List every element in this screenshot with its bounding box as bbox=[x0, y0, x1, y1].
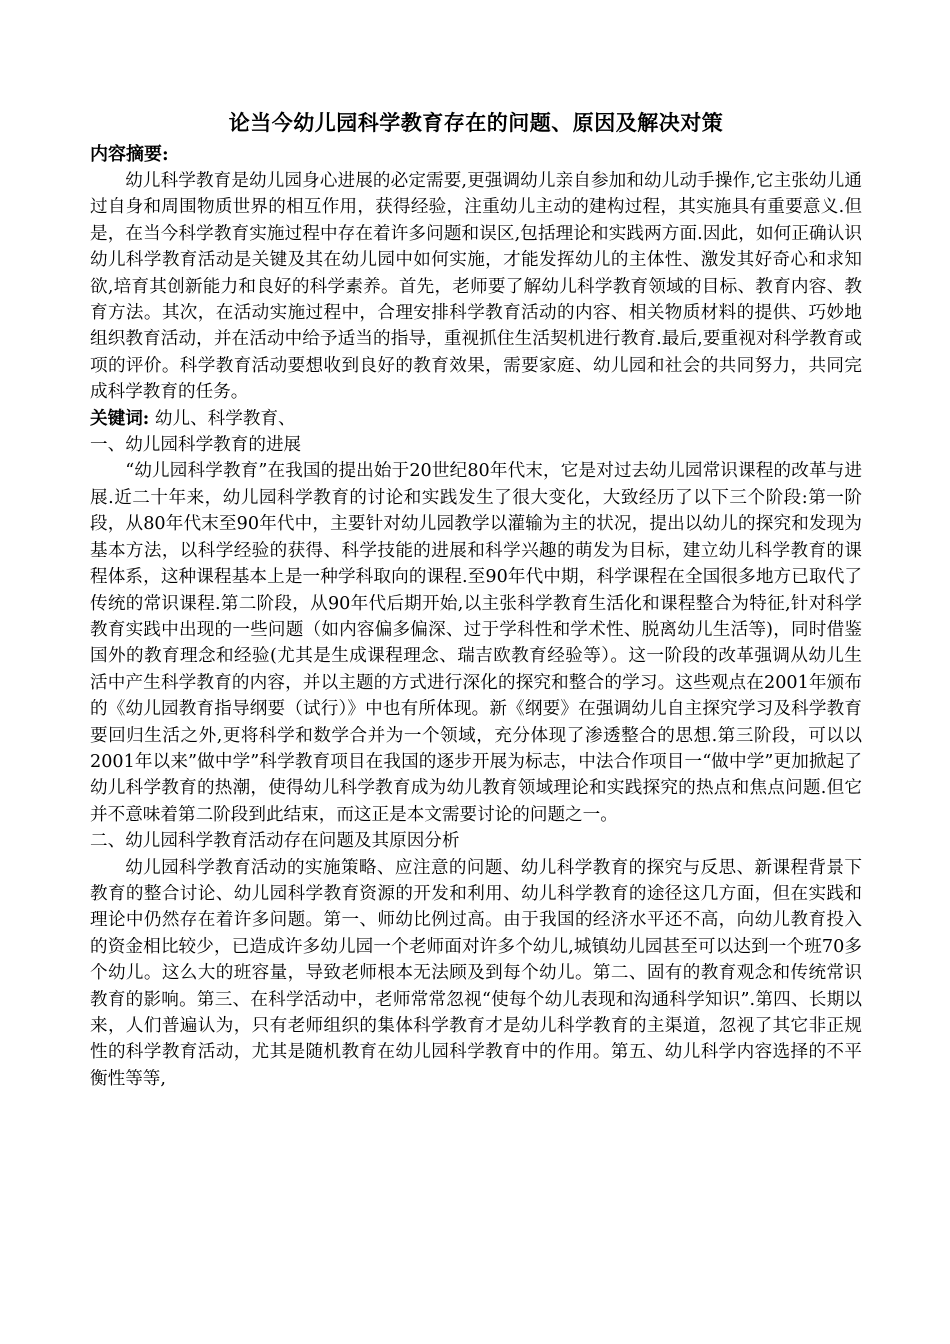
section-1-heading: 一、幼儿园科学教育的进展 bbox=[90, 435, 302, 456]
keywords-label: 关键词: bbox=[90, 407, 150, 429]
abstract-paragraph: 幼儿科学教育是幼儿园身心进展的必定需要,更强调幼儿亲自参加和幼儿动手操作,它主张幼儿通过自身和周围物质世界的相互作用，获得经验，注重幼儿主动的建构过程，其实施具有重要意义.但是，在当今科学教育实施过程中存在着许多问题和误区,包括理论和实践两方面.因此，如何正确认识幼儿科学教育活动是关键及其在幼儿园中如何实施，才能发挥幼儿的主体性、激发其好奇心和求知欲,培育其创新能力和良好的科学素养。首先，老师要了解幼儿科学教育领域的目标、教育内容、教育方法。其次，在活动实施过程中，合理安排科学教育活动的内容、相关物质材料的提供、巧妙地组织教育活动，并在活动中给予适当的指导，重视抓住生活契机进行教育.最后,要重视对科学教育或项的评价。科学教育活动要想收到良好的教育效果，需要家庭、幼儿园和社会的共同努力，共同完成科学教育的任务。 bbox=[90, 171, 862, 403]
section-1-paragraph: “幼儿园科学教育”在我国的提出始于20世纪80年代末，它是对过去幼儿园常识课程的改革与进展.近二十年来，幼儿园科学教育的讨论和实践发生了很大变化，大致经历了以下三个阶段:第一阶段，从80年代末至90年代中，主要针对幼儿园教学以灌输为主的状况，提出以幼儿的探究和发现为基本方法，以科学经验的获得、科学技能的进展和科学兴趣的萌发为目标，建立幼儿科学教育的课程体系，这种课程基本上是一种学科取向的课程.至90年代中期，科学课程在全国很多地方已取代了传统的常识课程.第二阶段，从90年代后期开始,以主张科学教育生活化和课程整合为特征,针对科学教育实践中出现的一些问题（如内容偏多偏深、过于学科性和学术性、脱离幼儿生活等)，同时借鉴国外的教育理念和经验(尤其是生成课程理念、瑞吉欧教育经验等）。这一阶段的改革强调从幼儿生活中产生科学教育的内容，并以主题的方式进行深化的探究和整合的学习。这些观点在2001年颁布的《幼儿园教育指导纲要（试行）》中也有所体现。新《纲要》在强调幼儿自主探究学习及科学教育要回归生活之外,更将科学和数学合并为一个领域，充分体现了渗透整合的思想.第三阶段，可以以2001年以来”做中学”科学教育项目在我国的逐步开展为标志，中法合作项目一“做中学”更加掀起了幼儿科学教育的热潮，使得幼儿科学教育成为幼儿教育领域理论和实践探究的热点和焦点问题.但它并不意味着第二阶段到此结束，而这正是本文需要讨论的问题之一。 bbox=[90, 461, 862, 825]
keywords-line bbox=[90, 406, 862, 432]
document-title: 论当今幼儿园科学教育存在的问题、原因及解决对策 bbox=[228, 110, 724, 135]
section-2-heading: 二、幼儿园科学教育活动存在问题及其原因分析 bbox=[90, 831, 460, 852]
keywords-value: 幼儿、科学教育、 bbox=[154, 408, 296, 429]
document-page bbox=[90, 108, 862, 1092]
abstract-label: 内容摘要: bbox=[90, 144, 169, 165]
section-2-paragraph: 幼儿园科学教育活动的实施策略、应注意的问题、幼儿科学教育的探究与反思、新课程背景下教育的整合讨论、幼儿园科学教育资源的开发和利用、幼儿科学教育的途径这几方面，但在实践和理论中仍然存在着许多问题。第一、师幼比例过高。由于我国的经济水平还不高，向幼儿教育投入的资金相比较少，已造成许多幼儿园一个老师面对许多个幼儿,城镇幼儿园甚至可以达到一个班70多个幼儿。这么大的班容量，导致老师根本无法顾及到每个幼儿。第二、固有的教育观念和传统常识教育的影响。第三、在科学活动中，老师常常忽视“使每个幼儿表现和沟通科学知识”.第四、长期以来，人们普遍认为，只有老师组织的集体科学教育才是幼儿科学教育的主渠道，忽视了其它非正规性的科学教育活动，尤其是随机教育在幼儿园科学教育中的作用。第五、幼儿科学内容选择的不平衡性等等, bbox=[90, 857, 862, 1089]
